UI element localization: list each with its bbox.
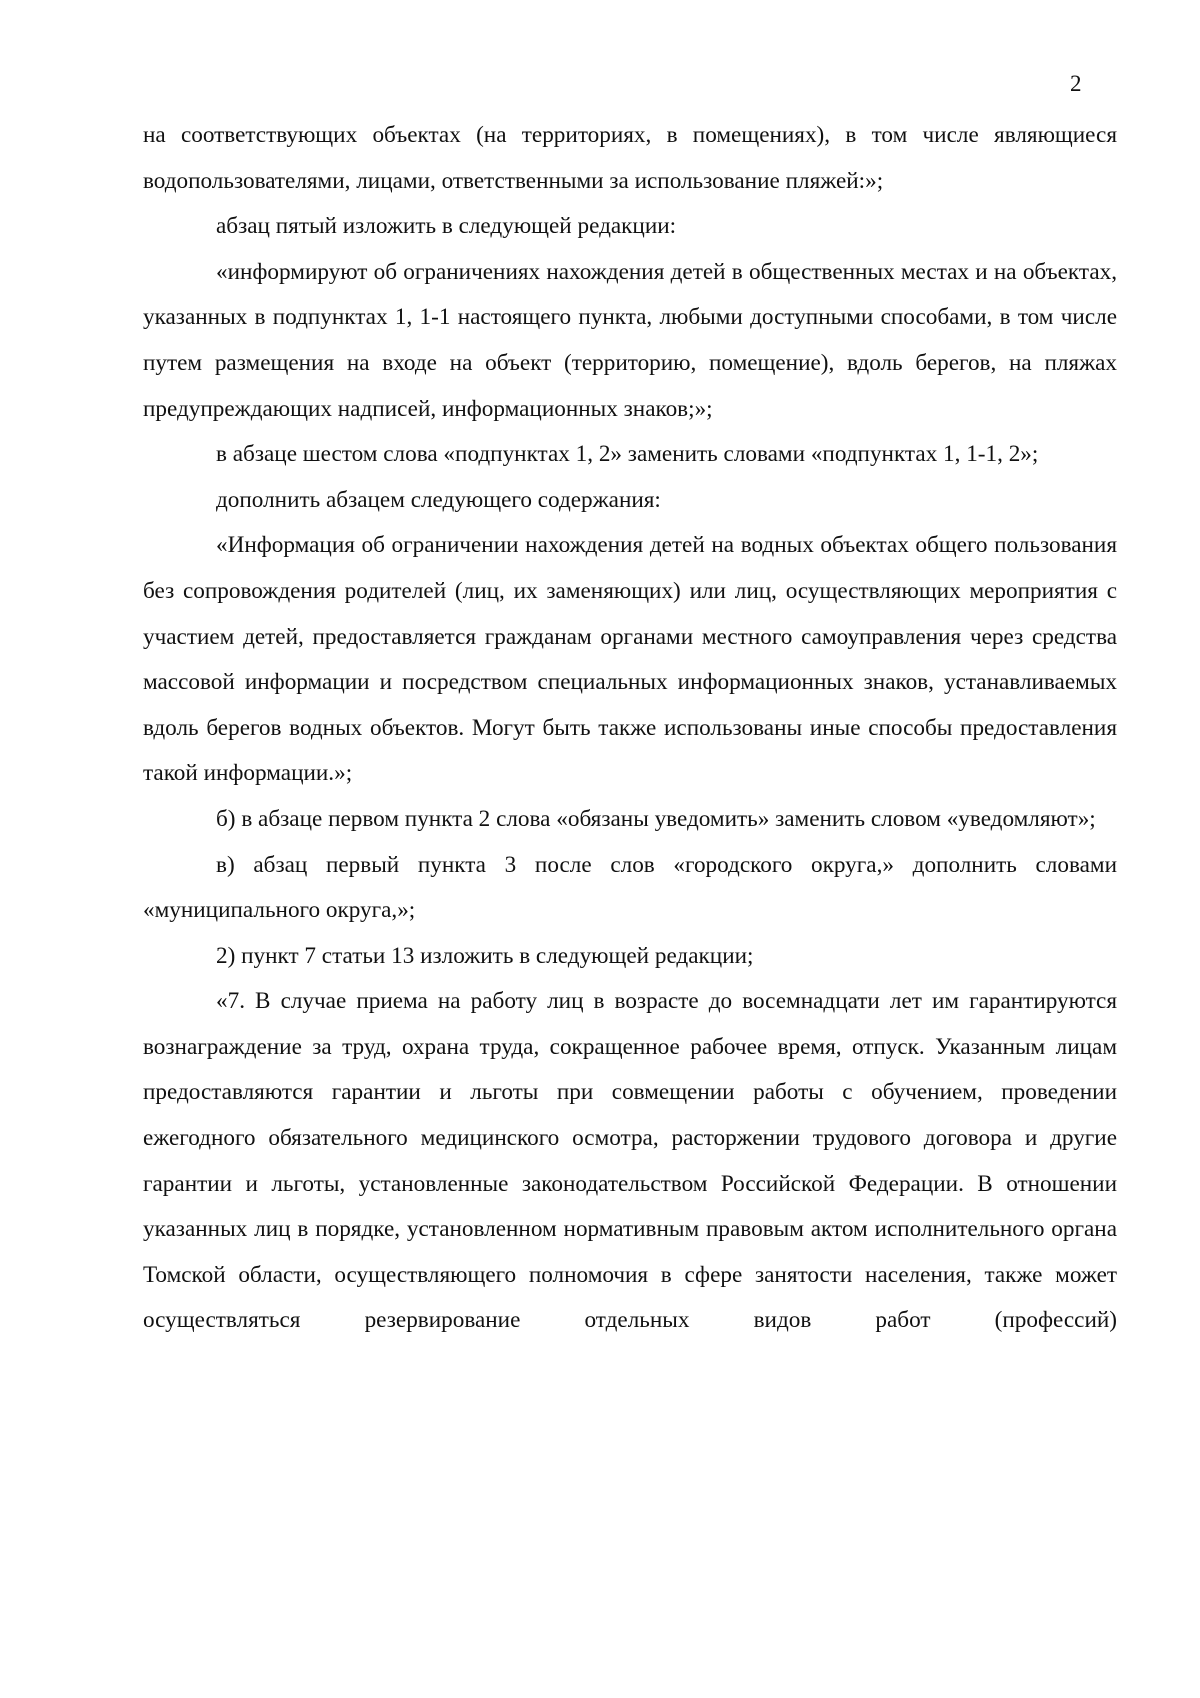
document-body (143, 113, 1117, 1344)
page-number: 2 (1070, 71, 1082, 96)
paragraph-amendment-instruction: дополнить абзацем следующего содержания: (216, 486, 661, 513)
paragraph-list-item: в) абзац первый пункта 3 после слов «городского округа,» дополнить словами «муниципального округа,»; (143, 851, 1117, 924)
paragraph-continuation: на соответствующих объектах (на территориях, в помещениях), в том числе являющиеся водопользователями, лицами, ответственными за использование пляжей:»; (143, 122, 1117, 194)
paragraph-quoted-text: «7. В случае приема на работу лиц в возрасте до восемнадцати лет им гарантируются вознаграждение за труд, охрана труда, сокращенное рабочее время, отпуск. Указанным лицам предоставляются гарантии и льготы при совмещении работы с обучением, проведении ежегодного обязательного медицинского осмотра, расторжении трудового договора и другие гарантии и льготы, установленные законодательством Российской Федерации. В отношении указанных лиц в порядке, установленном нормативным правовым актом исполнительного органа Томской области, осуществляющего полномочия в сфере занятости населения, также может осуществляться резервирование отдельных видов работ (профессий) (143, 988, 1117, 1334)
paragraph-quoted-text: «Информация об ограничении нахождения детей на водных объектах общего пользования без сопровождения родителей (лиц, их заменяющих) или лиц, осуществляющих мероприятия с участием детей, предоставляется гражданам органами местного самоуправления через средства массовой информации и посредством специальных информационных знаков, устанавливаемых вдоль берегов водных объектов. Могут быть также использованы иные способы предоставления такой информации.»; (143, 532, 1117, 787)
paragraph-list-item: 2) пункт 7 статьи 13 изложить в следующей редакции; (216, 942, 754, 969)
paragraph-amendment-instruction: в абзаце шестом слова «подпунктах 1, 2» заменить словами «подпунктах 1, 1-1, 2»; (216, 441, 1039, 468)
paragraph-list-item: б) в абзаце первом пункта 2 слова «обязаны уведомить» заменить словом «уведомляют»; (216, 805, 1096, 832)
paragraph-amendment-instruction: абзац пятый изложить в следующей редакции: (216, 213, 677, 240)
paragraph-quoted-text: «информируют об ограничениях нахождения детей в общественных местах и на объектах, указанных в подпунктах 1, 1-1 настоящего пункта, любыми доступными способами, в том числе путем размещения на входе на объект (территорию, помещение), вдоль берегов, на пляжах предупреждающих надписей, информационных знаков;»; (143, 258, 1117, 422)
